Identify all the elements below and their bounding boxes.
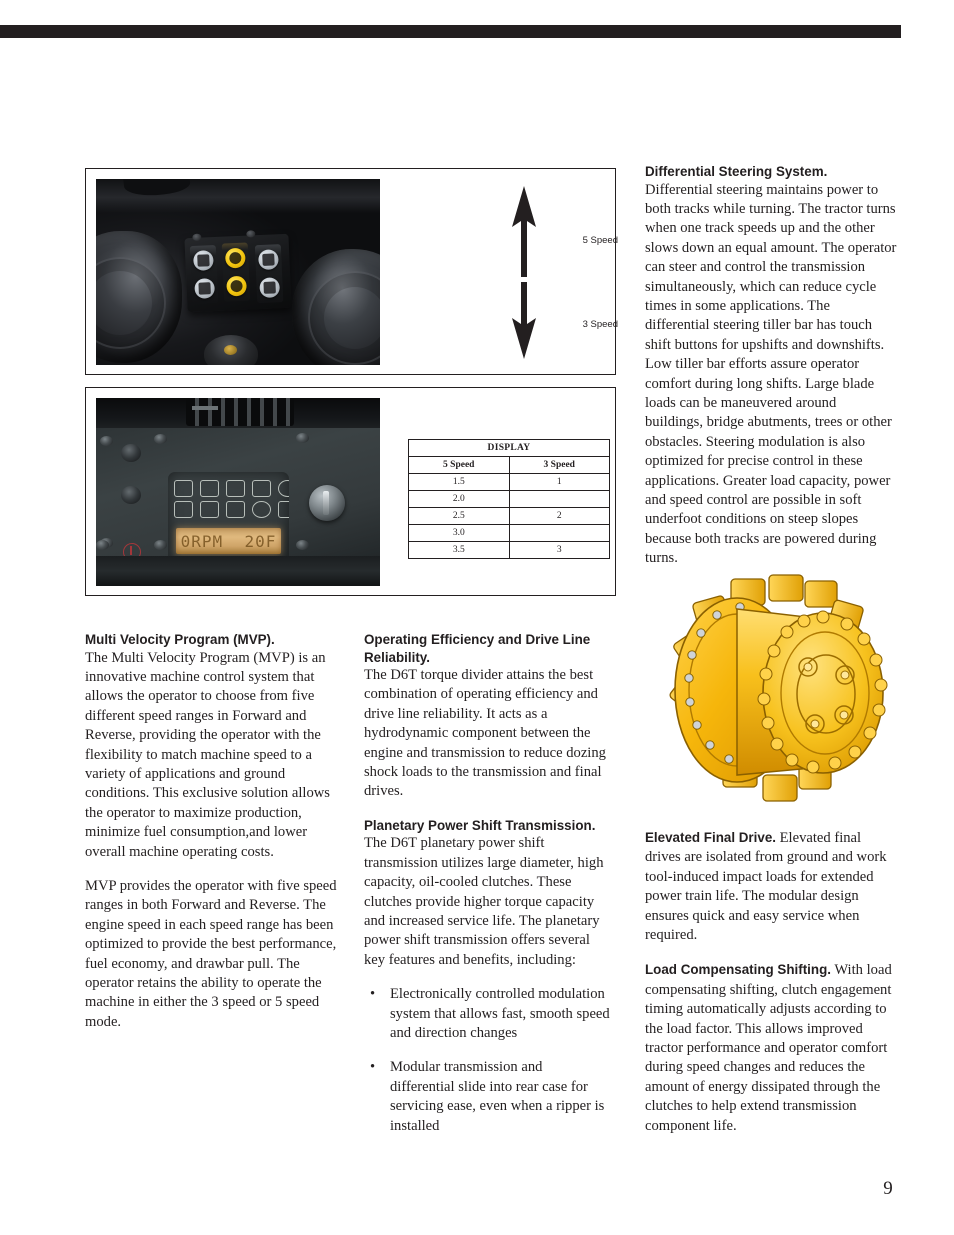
elevated-final-drive-block (645, 828, 897, 945)
instrument-cluster-photo (96, 398, 380, 586)
body-differential-steering: Differential steering maintains power to both tracks while turning. The tractor turns when one track speeds up and the other slows down an equal amount. The operator can steer and control the transmission simultaneously, which can reduce cycle times in some applications. The differential steering tiller bar has touch shift buttons for upshifts and downshifts. Low tiller bar efforts assure operator comfort during long shifts. Large blade loads can be maneuvered around buildings, bridge abutments, trees or other obstacles. Steering modulation is also optimized for precise control in these applications. Greater load capacity, power and speed control are possible in soft underfoot conditions on steep slopes because both tracks are powered during turns. (645, 181, 897, 567)
body-planetary-power-shift: The D6T planetary power shift transmission utilizes large diameter, high capacity, oil-cooled clutches. These clutches provide higher torque capacity and increased service life. The planetary power shift transmission offers several key features and benefits, including: (364, 835, 604, 968)
telltale-row-upper (174, 480, 289, 497)
table-cell-5-speed: 2.5 (409, 508, 510, 525)
load-compensating-shifting-block (645, 960, 897, 1136)
left-rocker-switch-lower (121, 486, 141, 504)
panel-bolt (100, 436, 113, 446)
figure-box-display-readout (85, 387, 616, 596)
bullet-icon: • (370, 986, 376, 1003)
panel-screw (192, 234, 201, 241)
heading-differential-steering: Differential Steering System. (645, 164, 828, 179)
table-cell-5-speed: 3.5 (409, 542, 510, 559)
table-cell-3-speed: 1 (509, 474, 610, 491)
battery-icon (200, 480, 219, 497)
lcd-display-text: 0RPM 20F (180, 531, 277, 551)
switch-cap-icon (194, 278, 215, 299)
switch-gray-left (190, 245, 219, 304)
panel-bolt (296, 540, 309, 550)
table-header-5-speed: 5 Speed (409, 457, 510, 474)
key-switch (309, 485, 345, 521)
switch-cap-icon (226, 276, 247, 297)
left-rocker-switch-upper (121, 444, 141, 462)
panel-bolt (154, 434, 167, 444)
heading-load-compensating-shifting: Load Compensating Shifting. (645, 962, 831, 978)
elevated-final-drive-illustration (645, 563, 895, 821)
right-lever-boot (292, 249, 380, 365)
fuel-level-icon (252, 480, 271, 497)
table-header-3-speed: 3 Speed (509, 457, 610, 474)
engine-service-icon (252, 501, 271, 518)
arrow-label-3-speed: 3 Speed (582, 319, 618, 330)
list-item (364, 985, 610, 1043)
table-row (409, 474, 610, 491)
table-cell-5-speed: 1.5 (409, 474, 510, 491)
parking-brake-icon (278, 480, 289, 497)
switch-cap-icon (225, 248, 246, 269)
bullet-icon: • (370, 1059, 376, 1076)
table-cell-3-speed (509, 525, 610, 542)
hydraulic-oil-icon (226, 480, 245, 497)
planetary-benefits-list (364, 985, 610, 1136)
left-lever-boot (96, 231, 182, 363)
heading-operating-efficiency: Operating Efficiency and Drive Line Reliability. (364, 632, 591, 665)
speed-arrows-svg (386, 179, 606, 365)
lcd-display (176, 528, 281, 554)
cluster-bottom-strip (96, 556, 380, 586)
list-item-text: Modular transmission and differential slide into rear case for servicing ease, even when a ripper is installed (390, 1059, 605, 1134)
cluster-vent-grille (186, 398, 294, 426)
panel-bolt (154, 540, 167, 550)
switch-panel (184, 234, 291, 312)
table-cell-3-speed: 3 (509, 542, 610, 559)
table-title: DISPLAY (409, 440, 610, 457)
hydraulic-temp-icon (200, 501, 219, 518)
list-item (364, 1058, 610, 1136)
differential-steering-block (645, 163, 897, 569)
mvp-block (85, 631, 337, 862)
body-mvp-paragraph-1: The Multi Velocity Program (MVP) is an innovative machine control system that allows the operator to choose from five different speed ranges in Forward and Reverse, providing the operator with the flexibility to match machine speed to a variety of applications and ground conditions. This exclusive solution allows the operator to maximize production, minimize fuel consumption,and lower overall machine operating costs. (85, 649, 330, 860)
display-speed-table (408, 439, 610, 559)
engine-oil-pressure-icon (174, 480, 193, 497)
heading-elevated-final-drive: Elevated Final Drive. (645, 830, 776, 845)
list-item-text: Electronically controlled modulation system that allows fast, smooth speed and direction changes (390, 986, 610, 1041)
gear-indicator-icon (278, 501, 289, 518)
table-row (409, 491, 610, 508)
table-cell-5-speed: 3.0 (409, 525, 510, 542)
operating-efficiency-block (364, 631, 610, 802)
table-row (409, 525, 610, 542)
console-knob (204, 335, 258, 365)
arrow-label-5-speed: 5 Speed (582, 235, 618, 246)
table-body (409, 474, 610, 559)
table-row (409, 542, 610, 559)
final-drive-svg (645, 563, 895, 821)
machine-control-console-photo (96, 179, 380, 365)
header-rule (0, 25, 901, 38)
heading-planetary-power-shift: Planetary Power Shift Transmission. (364, 817, 596, 833)
body-operating-efficiency: The D6T torque divider attains the best combination of operating efficiency and drive line reliability. It acts as a hydrodynamic component between the engine and transmission to reduce dozing shock loads to the transmission and final drives. (364, 667, 606, 800)
right-column-lower (645, 828, 897, 1136)
up-arrow-icon (512, 186, 536, 277)
heading-multi-velocity-program: Multi Velocity Program (MVP). (85, 632, 275, 647)
body-load-compensating-shifting: With load compensating shifting, clutch engagement timing automatically adjusts according to the load factor. This allows improved tractor performance and operator comfort during speed changes and reduces the amount of energy dissipated through the clutches to help extend transmission component life. (645, 962, 892, 1134)
table-cell-3-speed: 2 (509, 508, 610, 525)
panel-screw (246, 230, 255, 237)
cluster-panel (96, 428, 380, 556)
panel-bolt (96, 540, 109, 550)
table-title-row (409, 440, 610, 457)
switch-cap-icon (258, 249, 279, 270)
speed-range-arrow-diagram (386, 179, 618, 365)
telltale-row-lower (174, 501, 289, 518)
switch-cap-icon (259, 277, 280, 298)
table-cell-3-speed (509, 491, 610, 508)
down-arrow-icon (512, 282, 536, 359)
figure-box-speed-selector (85, 168, 616, 375)
table-row (409, 508, 610, 525)
coolant-temp-icon (226, 501, 245, 518)
right-column-upper (645, 163, 897, 569)
switch-yellow-center (222, 243, 251, 302)
body-elevated-final-drive: Elevated final drives are isolated from ground and work tool-induced impact loads for extended power train life. The modular design ensures quick and easy service when required. (645, 830, 887, 944)
transmission-temp-icon (174, 501, 193, 518)
left-column (85, 631, 337, 1032)
switch-cap-icon (193, 250, 214, 271)
switch-gray-right (255, 244, 284, 303)
middle-column (364, 631, 610, 1136)
body-mvp-paragraph-2: MVP provides the operator with five speed ranges in both Forward and Reverse. The engine speed in each speed range has been optimized to provide the best performance, fuel economy, and drawbar pull. The operator retains the ability to operate the machine in either the 3 speed or 5 speed mode. (85, 877, 337, 1030)
panel-bolt (296, 433, 309, 443)
page-number: 9 (883, 1178, 893, 1199)
planetary-transmission-block (364, 817, 610, 970)
table-cell-5-speed: 2.0 (409, 491, 510, 508)
table-header-row (409, 457, 610, 474)
